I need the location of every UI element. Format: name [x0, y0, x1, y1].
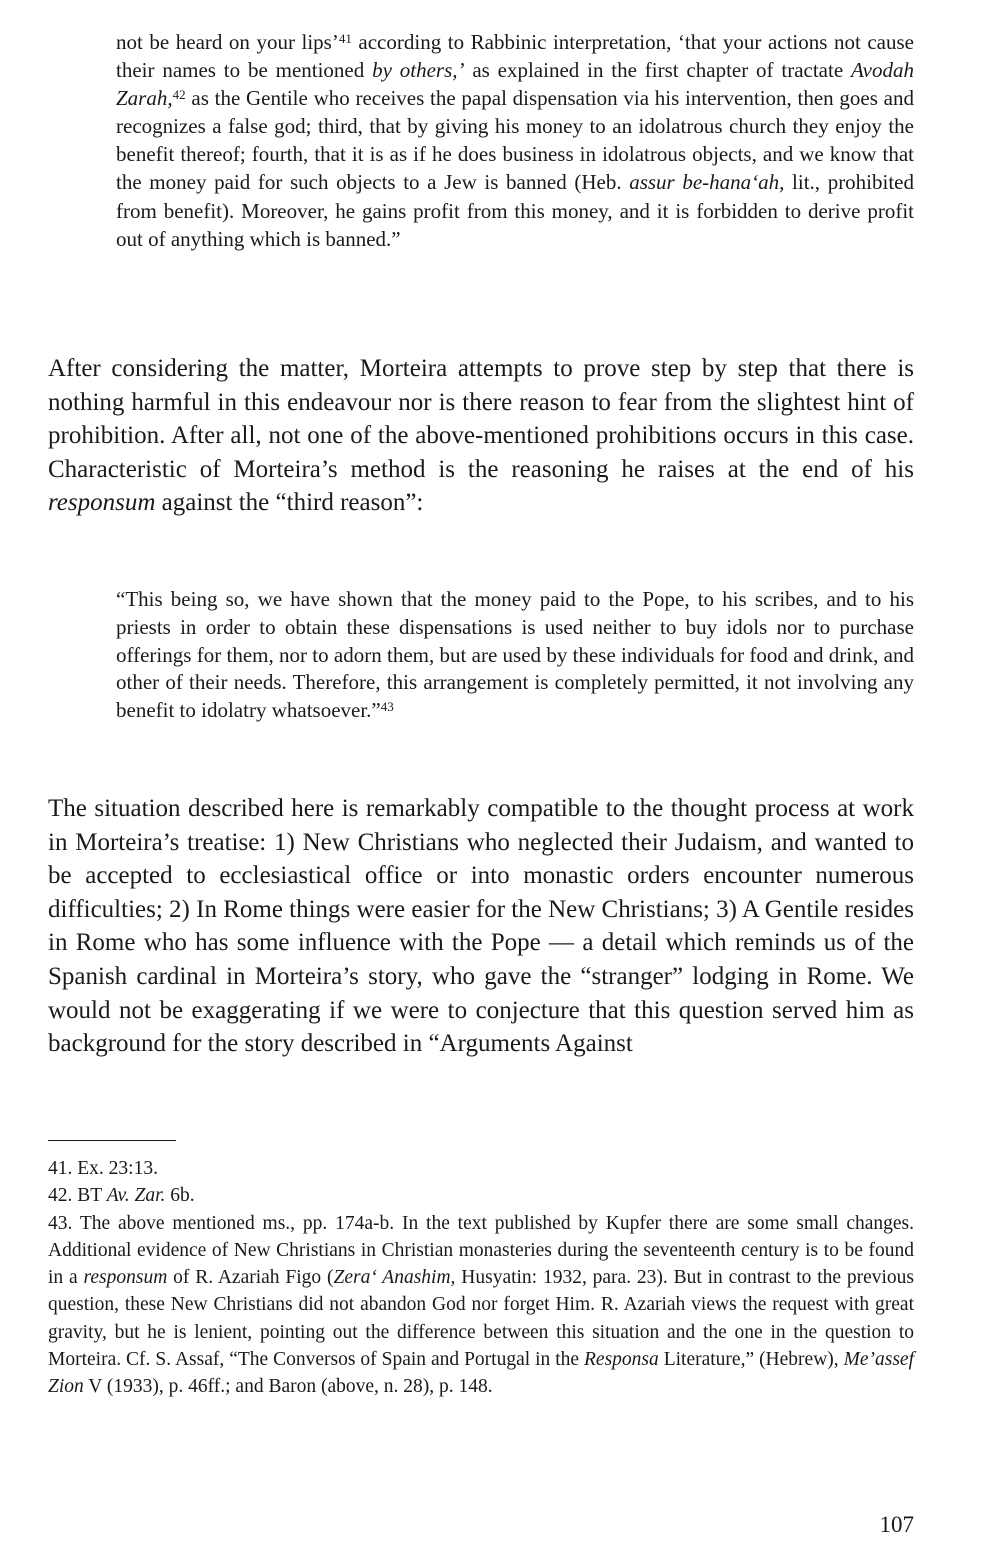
text-run: V (1933), p. 46ff.; and Baron (above, n. 28), p. 148. — [83, 1376, 493, 1398]
italic-text: responsum — [48, 489, 156, 516]
body-paragraph-2 — [48, 792, 914, 1061]
footnote-divider — [48, 1140, 176, 1141]
text-run: lit., prohibited from benefit). Moreover, he gains profit from this money, and it is forbidden to derive profit out of anything which is banned.” — [116, 170, 915, 251]
footnote-43 — [48, 1210, 914, 1401]
text-run: Husyatin: 1932, para. 23). But in contrast to the previous question, these New Christians did not abandon God nor forget Him. R. Azariah views the request with great gravity, but he is lenient, pointing out the difference between this situation and the one in the question to Morteira. Cf. S. Assaf, “The Conversos of Spain and Portugal in the — [48, 1267, 915, 1371]
text-run: “This being so, we have shown that the money paid to the Pope, to his scribes, and to his priests in order to obtain these dispensations is used neither to buy idols nor to purchase offerings for them, nor to adorn them, but are used by these individuals for food and drink, and other of their needs. Therefore, this arrangement is completely permitted, it not involving any benefit to idolatry whatsoever.” — [116, 587, 914, 723]
text-run: according to Rabbinic interpretation, ‘that your actions not cause their names to be mentioned — [116, 30, 914, 83]
block-quote-top — [116, 28, 914, 253]
italic-text: responsum — [83, 1267, 168, 1289]
text-run: 6b. — [165, 1185, 195, 1207]
text-run: not be heard on your lips’ — [116, 30, 339, 54]
footnote-42 — [48, 1182, 914, 1209]
text-run: 43. The above mentioned ms., pp. 174a-b. In the text published by Kupfer there are some small changes. Additional evidence of New Christians in Christian monasteries during the seventeenth century is to be found in a — [48, 1212, 914, 1289]
footnotes — [48, 1155, 914, 1401]
text-run: of R. Azariah Figo ( — [167, 1267, 334, 1289]
italic-text: Av. Zar. — [106, 1185, 166, 1207]
text-run: 42. BT — [48, 1185, 107, 1207]
footnote-41 — [48, 1155, 914, 1182]
text-run: After considering the matter, Morteira attempts to prove step by step that there is nothing harmful in this endeavour nor is there reason to fear from the slightest hint of prohibition. After all, not one of the above-mentioned prohibitions occurs in this case. Characteristic of Morteira’s method is the reasoning he raises at the end of his — [48, 355, 914, 483]
italic-text: Me’assef Zion — [48, 1349, 915, 1398]
footnote-ref: 42 — [172, 87, 186, 103]
text-run: as the Gentile who receives the papal dispensation via his intervention, then goes and recognizes a false god; third, that by giving his money to an idolatrous church they enjoy the benefit thereof; fourth, that it is as if he does business in idolatrous objects, and we know that the money paid for such objects to a Jew is banned (Heb. — [116, 86, 914, 195]
italic-text: Responsa — [584, 1349, 659, 1371]
italic-text: by others,’ — [372, 58, 465, 83]
body-paragraph-1 — [48, 352, 914, 520]
text-run: The situation described here is remarkably compatible to the thought process at work in Morteira’s treatise: 1) New Christians who neglected their Judaism, and wanted to be accepted to ecclesiastical office or into monastic orders encounter numerous difficulties; 2) In Rome things were easier for the New Christians; 3) A Gentile resides in Rome who has some influence with the Pope — a detail which reminds us of the Spanish cardinal in Morteira’s story, who gave the “stranger” lodging in Rome. We would not be exaggerating if we were to conjecture that this question served him as background for the story described in “Arguments Against — [48, 795, 915, 1058]
footnote-ref: 41 — [338, 31, 352, 47]
text-run: against the “third reason”: — [155, 489, 424, 516]
italic-text: Avodah Zarah, — [116, 58, 914, 111]
italic-text: assur be-hana‘ah, — [629, 170, 785, 195]
italic-text: Zera‘ Anashim, — [333, 1267, 456, 1289]
block-quote-middle — [116, 586, 914, 725]
page-number: 107 — [879, 1512, 914, 1537]
text-run: as explained in the first chapter of tractate — [464, 58, 851, 83]
text-run: Literature,” (Hebrew), — [658, 1349, 844, 1371]
text-run: 41. Ex. 23:13. — [48, 1158, 158, 1179]
footnote-ref: 43 — [380, 699, 394, 715]
